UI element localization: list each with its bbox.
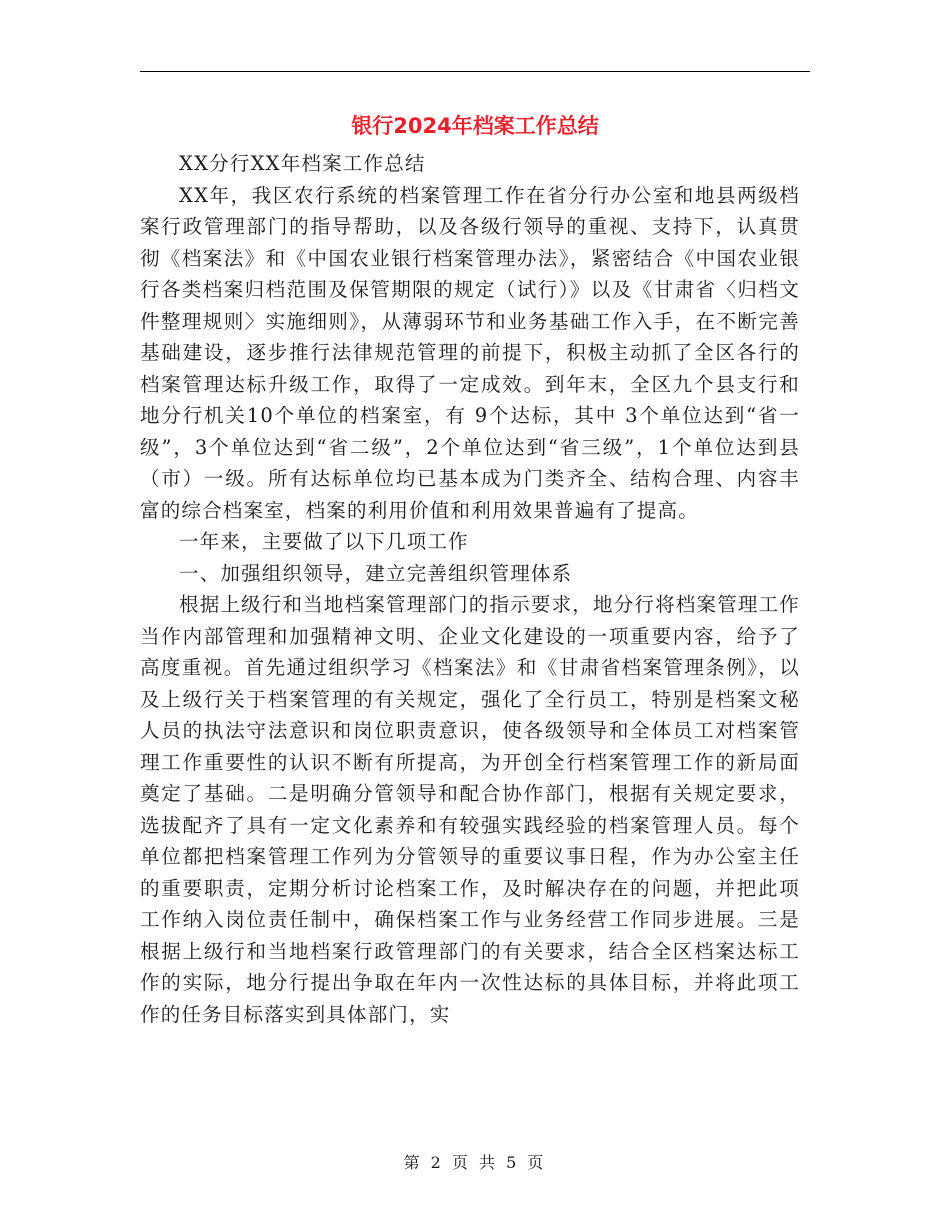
body-paragraph: 根据上级行和当地档案管理部门的指示要求，地分行将档案管理工作当作内部管理和加强精神文明、企业文化建设的一项重要内容，给予了高度重视。首先通过组织学习《档案法》和《甘肃省档案管理条例》，以及上级行关于档案管理的有关规定，强化了全行员工，特别是档案文秘人员的执法守法意识和岗位职责意识，使各级领导和全体员工对档案管理工作重要性的认识不断有所提高，为开创全行档案管理工作的新局面奠定了基础。二是明确分管领导和配合协作部门，根据有关规定要求，选拔配齐了具有一定文化素养和有较强实践经验的档案管理人员。每个单位都把档案管理工作列为分管领导的重要议事日程，作为办公室主任的重要职责，定期分析讨论档案工作，及时解决存在的问题，并把此项工作纳入岗位责任制中，确保档案工作与业务经营工作同步进展。三是根据上级行和当地档案行政管理部门的有关要求，结合全区档案达标工作的实际，地分行提出争取在年内一次性达标的具体目标，并将此项工作的任务目标落实到具体部门，实 [140,593,801,1026]
section-heading: 一、加强组织领导，建立完善组织管理体系 [179,561,573,585]
subtitle-paragraph: XX分行XX年档案工作总结 [179,152,426,175]
body-paragraph: 一年来，主要做了以下几项工作 [179,530,469,553]
page-number-footer: 第 2 页 共 5 页 [403,1153,547,1172]
document-title: 银行2024年档案工作总结 [351,114,599,138]
document-body [140,148,800,1030]
header-rule [140,71,810,72]
body-paragraph: XX年，我区农行系统的档案管理工作在省分行办公室和地县两级档案行政管理部门的指导帮助，以及各级行领导的重视、支持下，认真贯彻《档案法》和《中国农业银行档案管理办法》，紧密结合《中国农业银行各类档案归档范围及保管期限的规定（试行）》以及《甘肃省〈归档文件整理规则〉实施细则》，从薄弱环节和业务基础工作入手，在不断完善基础建设，逐步推行法律规范管理的前提下，积极主动抓了全区各行的档案管理达标升级工作，取得了一定成效。到年末，全区九个县支行和地分行机关10个单位的档案室，有 9个达标，其中 3个单位达到“省一级”，3个单位达到“省二级”，2个单位达到“省三级”，1个单位达到县（市）一级。所有达标单位均已基本成为门类齐全、结构合理、内容丰富的综合档案室，档案的利用价值和利用效果普遍有了提高。 [140,183,800,522]
